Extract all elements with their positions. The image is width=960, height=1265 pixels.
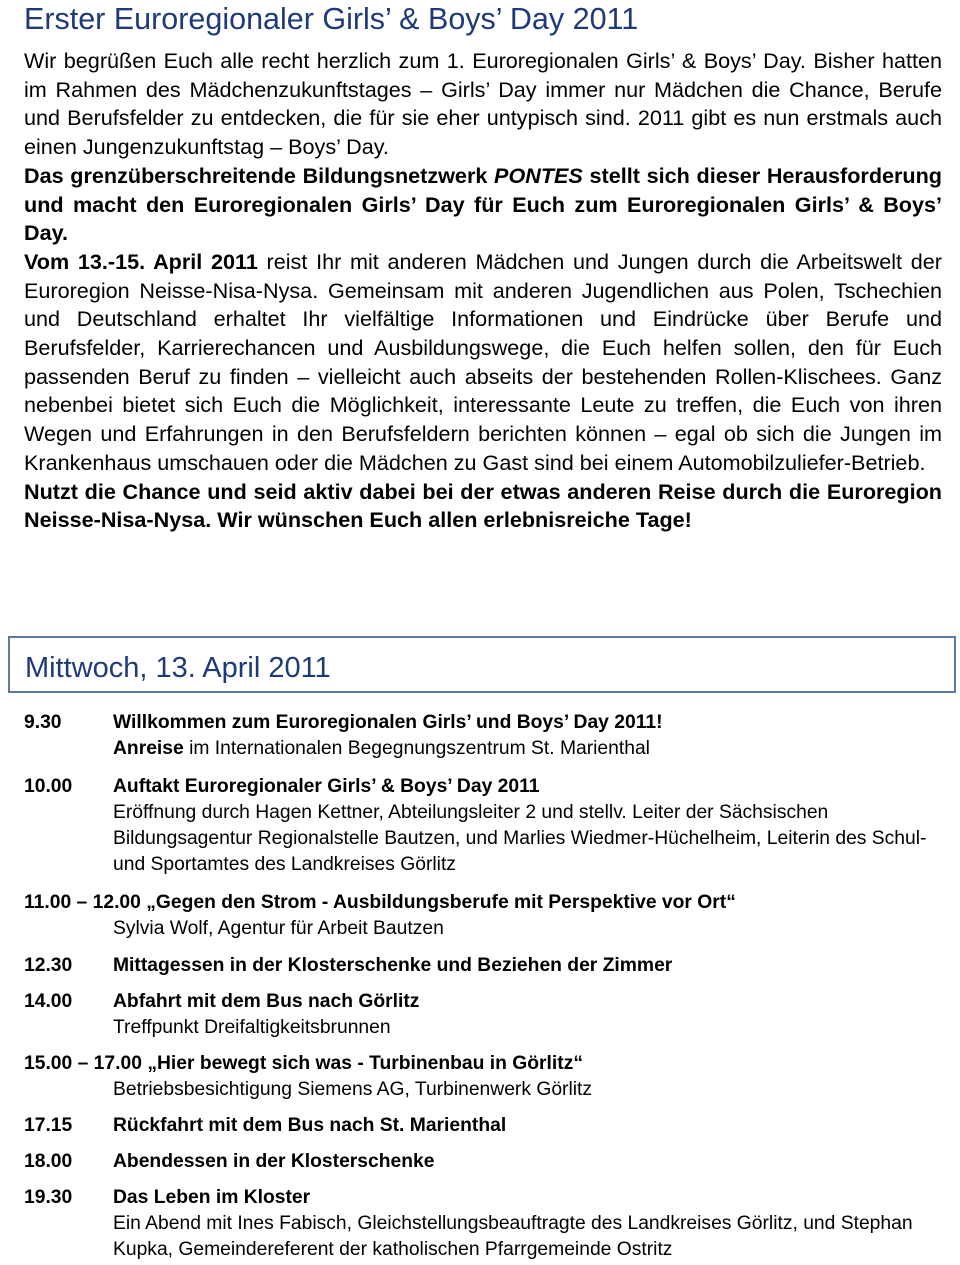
schedule-title: Abendessen in der Klosterschenke [113, 1151, 435, 1172]
schedule-details [113, 1113, 944, 1139]
intro-paragraph-dates [24, 248, 942, 478]
intro-dates-rest: reist Ihr mit anderen Mädchen und Jungen durch die Arbeitswelt der Euroregion Neisse-Nisa-Nysa. Gemeinsam mit anderen Jugendlichen aus Polen, Tschechien und Deutschland erhaltet Ihr vielfältige Informationen und Eindrücke über Berufe und Berufsfelder, Karrierechancen und Ausbildungswege, die Euch helfen sollen, den für Euch passenden Beruf zu finden – vielleicht auch abseits der bestehenden Rollen-Klischees. Ganz nebenbei bietet sich Euch die Möglichkeit, interessante Leute zu treffen, die Euch von ihren Wegen und Erfahrungen in den Berufsfeldern berichten können – egal ob sich die Jungen im Krankenhaus umschauen oder die Mädchen zu Gast sind bei einem Automobilzuliefer-Betrieb. [24, 248, 942, 475]
schedule-time: 12.30 [24, 955, 73, 976]
schedule-time: 14.00 [24, 991, 73, 1012]
schedule-item [24, 1149, 944, 1185]
schedule-details [113, 1185, 944, 1263]
schedule-time: 9.30 [24, 712, 62, 733]
schedule-detail [113, 736, 944, 762]
schedule-item [24, 1113, 944, 1149]
schedule-details [113, 989, 944, 1041]
schedule-detail: Ein Abend mit Ines Fabisch, Gleichstellungsbeauftragte des Landkreises Görlitz, und Stephan Kupka, Gemeindereferent der katholischen Pfarrgemeinde Ostritz [113, 1213, 913, 1260]
schedule-details [113, 774, 944, 878]
day-heading-box [8, 636, 956, 693]
intro-text [24, 47, 942, 535]
intro-pontes-lead: Das grenzüberschreitende Bildungsnetzwerk [24, 162, 495, 188]
schedule-time: 17.15 [24, 1115, 73, 1136]
schedule-item [24, 774, 944, 890]
schedule-detail: Betriebsbesichtigung Siemens AG, Turbinenwerk Görlitz [113, 1079, 593, 1100]
schedule-item [24, 1051, 944, 1113]
schedule-time: 10.00 [24, 776, 73, 797]
schedule-title: Das Leben im Kloster [113, 1187, 311, 1208]
schedule-title: Rückfahrt mit dem Bus nach St. Marienthal [113, 1115, 507, 1136]
schedule-item [24, 1185, 944, 1265]
schedule-time-title [24, 1051, 944, 1077]
schedule-detail-lead: Anreise [113, 738, 184, 759]
schedule-time: 19.30 [24, 1187, 73, 1208]
schedule-details [113, 1149, 944, 1175]
schedule-item [24, 989, 944, 1051]
pontes-name: PONTES [494, 162, 583, 188]
schedule-time: 18.00 [24, 1151, 73, 1172]
document-title: Erster Euroregionaler Girls’ & Boys’ Day 2011 [24, 2, 639, 36]
schedule-details [24, 890, 944, 942]
schedule-title: Willkommen zum Euroregionalen Girls’ und Boys’ Day 2011! [113, 712, 663, 733]
intro-paragraph-closing: Nutzt die Chance und seid aktiv dabei bei der etwas anderen Reise durch die Euroregion Neisse-Nisa-Nysa. Wir wünschen Euch allen erlebnisreiche Tage! [24, 478, 942, 533]
schedule-time-title [24, 890, 944, 916]
schedule-title: „Gegen den Strom - Ausbildungsberufe mit Perspektive vor Ort“ [146, 892, 736, 913]
schedule-title: Abfahrt mit dem Bus nach Görlitz [113, 991, 420, 1012]
schedule-title: Auftakt Euroregionaler Girls’ & Boys’ Day 2011 [113, 776, 540, 797]
schedule-item [24, 710, 944, 774]
schedule-details [24, 1051, 944, 1103]
schedule-item [24, 890, 944, 953]
schedule-title: Mittagessen in der Klosterschenke und Beziehen der Zimmer [113, 955, 673, 976]
intro-paragraph-welcome: Wir begrüßen Euch alle recht herzlich zum 1. Euroregionalen Girls’ & Boys’ Day. Bisher hatten im Rahmen des Mädchenzukunftstages – Girls’ Day immer nur Mädchen die Chance, Berufe und Berufsfelder zu entdecken, die für sie eher untypisch sind. 2011 gibt es nun erstmals auch einen Jungenzukunftstag – Boys’ Day. [24, 48, 942, 160]
schedule-list [24, 710, 944, 1265]
intro-paragraph-pontes [24, 162, 942, 248]
day-heading: Mittwoch, 13. April 2011 [25, 652, 331, 684]
schedule-item [24, 953, 944, 989]
schedule-title: „Hier bewegt sich was - Turbinenbau in Görlitz“ [147, 1053, 583, 1074]
schedule-time: 15.00 – 17.00 [24, 1053, 142, 1074]
schedule-details [113, 710, 944, 762]
schedule-detail: Eröffnung durch Hagen Kettner, Abteilungsleiter 2 und stellv. Leiter der Sächsischen Bildungsagentur Regionalstelle Bautzen, und Marlies Wiedmer-Hüchelheim, Leiterin des Schul- und Sportamtes des Landkreises Görlitz [113, 802, 927, 875]
schedule-detail: Treffpunkt Dreifaltigkeitsbrunnen [113, 1017, 391, 1038]
schedule-time: 11.00 – 12.00 [24, 892, 141, 913]
event-dates: Vom 13.-15. April 2011 [24, 248, 258, 274]
schedule-details [113, 953, 944, 979]
schedule-detail-text: im Internationalen Begegnungszentrum St. Marienthal [183, 738, 650, 759]
schedule-detail: Sylvia Wolf, Agentur für Arbeit Bautzen [113, 918, 444, 939]
intro-pontes-rest: stellt sich dieser Herausforderung und macht den Euroregionalen Girls’ Day für Euch zum Euroregionalen Girls’ & Boys’ Day. [24, 162, 942, 246]
